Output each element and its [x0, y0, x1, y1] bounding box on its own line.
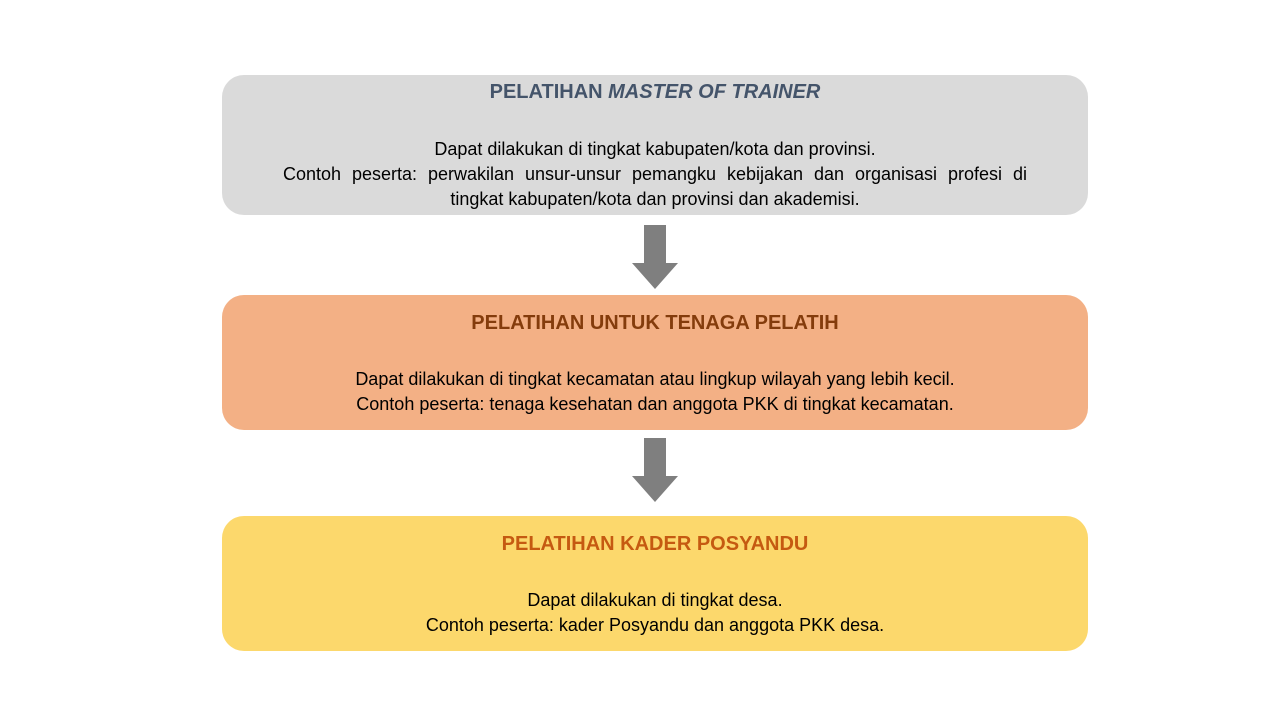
- step-title: PELATIHAN UNTUK TENAGA PELATIH: [471, 312, 839, 334]
- description-line: Contoh peserta: kader Posyandu dan anggota PKK desa.: [425, 615, 885, 635]
- description-line: tingkat kabupaten/kota dan provinsi dan akademisi.: [450, 189, 860, 209]
- step-master-of-trainer: [222, 75, 1088, 215]
- arrow-down-icon: [632, 438, 678, 502]
- step-title: [222, 80, 1088, 104]
- step-kader-posyandu: [222, 516, 1088, 651]
- description-line: Contoh peserta: tenaga kesehatan dan anggota PKK di tingkat kecamatan.: [356, 394, 954, 414]
- description-line: Dapat dilakukan di tingkat kecamatan atau lingkup wilayah yang lebih kecil.: [355, 369, 955, 389]
- step-description: [222, 367, 1088, 417]
- step-tenaga-pelatih: [222, 295, 1088, 430]
- description-line: Dapat dilakukan di tingkat kabupaten/kota dan provinsi.: [434, 139, 876, 159]
- step-description: [222, 137, 1088, 212]
- title-emphasis: MASTER OF TRAINER: [608, 81, 821, 103]
- description-line: Contoh peserta: perwakilan unsur-unsur pemangku kebijakan dan organisasi profesi di: [283, 164, 1027, 184]
- description-line: Dapat dilakukan di tingkat desa.: [527, 590, 783, 610]
- title-prefix: PELATIHAN: [489, 81, 609, 103]
- step-title: PELATIHAN KADER POSYANDU: [501, 533, 809, 555]
- step-description: [222, 588, 1088, 638]
- arrow-down-icon: [632, 225, 678, 289]
